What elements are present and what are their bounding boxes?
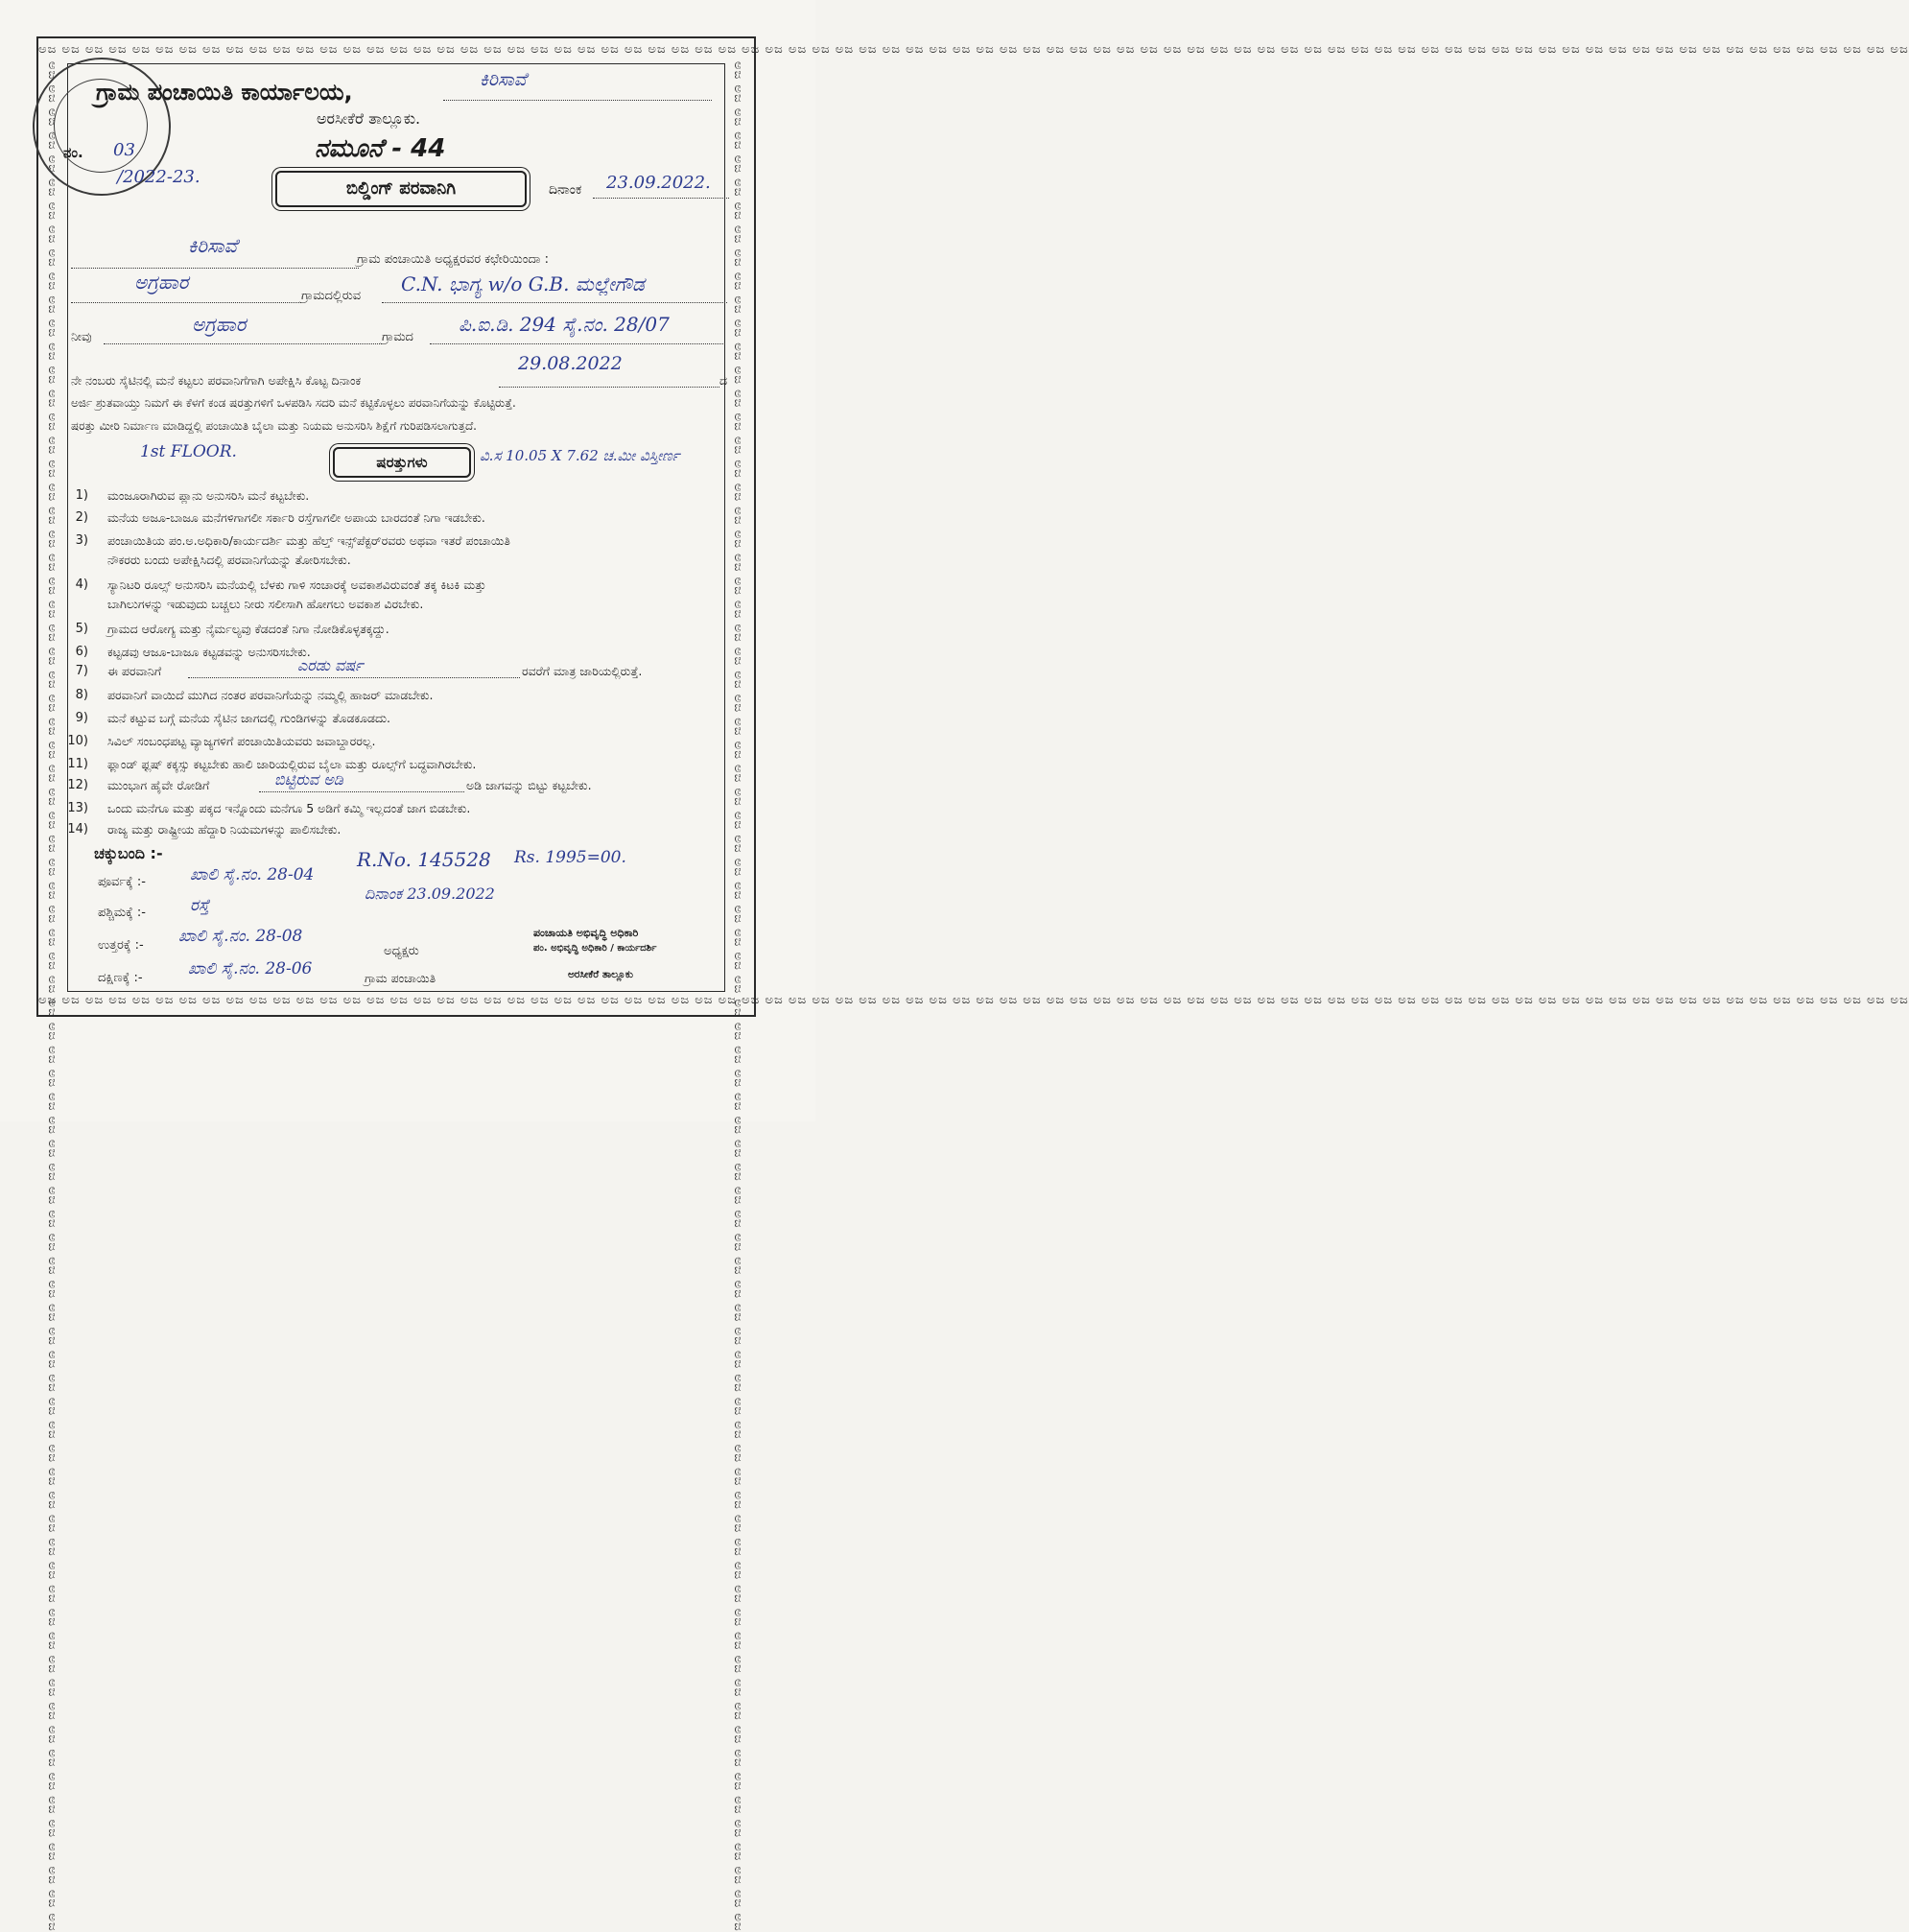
condition-number: 8) <box>75 688 88 702</box>
paragraph-line-2: ಅರ್ಜಿ ಶ್ರುತವಾಯ್ತು ನಿಮಗೆ ಈ ಕೆಳಗೆ ಕಂಡ ಷರತ್ತುಗಳಿಗೆ ಒಳಪಡಿಸಿ ಸದರಿ ಮನೆ ಕಟ್ಟಿಕೊಳ್ಳಲು ಪರವಾನಿಗೆಯನ್ನು ಕೊಟ್ಟಿರುತ್ತೆ. <box>71 396 516 410</box>
condition-text: ಗ್ರಾಮದ ಆರೋಗ್ಯ ಮತ್ತು ನೈರ್ಮಲ್ಯವು ಕೆಡದಂತೆ ನಿಗಾ ನೋಡಿಕೊಳ್ಳತಕ್ಕದ್ದು. <box>107 622 389 636</box>
condition-text: ಸಿವಿಲ್ ಸಂಬಂಧಪಟ್ಟ ವ್ಯಾಜ್ಯಗಳಿಗೆ ಪಂಚಾಯಿತಿಯವರು ಜವಾಬ್ದಾರರಲ್ಲ. <box>107 734 376 748</box>
pdo-seal-line-1: ಪಂಚಾಯತಿ ಅಭಿವೃದ್ಧಿ ಅಧಿಕಾರಿ <box>533 927 639 939</box>
paragraph-line-1-end: ದ <box>719 373 728 388</box>
office-village-dots <box>443 100 712 101</box>
condition-number: 13) <box>67 801 88 815</box>
south-label: ದಕ್ಷಿಣಕ್ಕೆ :- <box>98 971 143 985</box>
condition-number: 4) <box>75 577 88 592</box>
pdo-seal-line-2: ಪಂ. ಅಭಿವೃದ್ಧಿ ಅಧಿಕಾರಿ / ಕಾರ್ಯದರ್ಶಿ <box>533 943 657 954</box>
condition-number: 1) <box>75 488 88 503</box>
condition-number: 5) <box>75 622 88 636</box>
condition-text: ಬಾಗಿಲುಗಳನ್ನು ಇಡುವುದು ಬಚ್ಚಲು ನೀರು ಸಲೀಸಾಗಿ ಹೋಗಲು ಅವಕಾಶ ವಿರಬೇಕು. <box>107 597 424 611</box>
condition-text-end: ಅಡಿ ಜಾಗವನ್ನು ಬಿಟ್ಟು ಕಟ್ಟಬೇಕು. <box>466 778 592 792</box>
border-band-top: ಅಜ ಅಜ ಅಜ ಅಜ ಅಜ ಅಜ ಅಜ ಅಜ ಅಜ ಅಜ ಅಜ ಅಜ ಅಜ ಅಜ ಅಜ ಅಜ ಅಜ ಅಜ ಅಜ ಅಜ ಅಜ ಅಜ ಅಜ ಅಜ ಅಜ ಅಜ ಅಜ ಅಜ ಅಜ ಅಜ ಅಜ ಅಜ ಅಜ ಅಜ ಅಜ ಅಜ ಅಜ ಅಜ ಅಜ ಅಜ ಅಜ ಅಜ ಅಜ ಅಜ ಅಜ ಅಜ ಅಜ ಅಜ ಅಜ ಅಜ ಅಜ ಅಜ ಅಜ ಅಜ ಅಜ ಅಜ ಅಜ ಅಜ ಅಜ ಅಜ ಅಜ ಅಜ ಅಜ ಅಜ ಅಜ ಅಜ ಅಜ ಅಜ ಅಜ ಅಜ ಅಜ ಅಜ ಅಜ ಅಜ ಅಜ ಅಜ ಅಜ ಅಜ ಅಜ ಅಜ <box>38 42 1909 57</box>
date-value: 23.09.2022. <box>606 173 711 193</box>
paragraph-line-1: ನೇ ನಂಬರು ಸೈಟಿನಲ್ಲಿ ಮನೆ ಕಟ್ಟಲು ಪರವಾನಿಗೆಗಾಗಿ ಅಪೇಕ್ಷಿಸಿ ಕೊಟ್ಟ ದಿನಾಂಕ <box>71 373 362 388</box>
permit-title-box <box>275 171 527 207</box>
panchayat-suffix: ಗ್ರಾಮ ಪಂಚಾಯಿತಿ ಅಧ್ಯಕ್ಷರವರ ಕಛೇರಿಯಿಂದಾ : <box>357 252 549 267</box>
condition-number: 7) <box>75 664 88 678</box>
floor-hand: 1st FLOOR. <box>140 442 237 461</box>
form-no-year: /2022-23. <box>117 167 200 187</box>
application-date-hand: 29.08.2022 <box>518 353 623 374</box>
date-dots <box>593 198 729 199</box>
condition-text: ಒಂದು ಮನೆಗೂ ಮತ್ತು ಪಕ್ಕದ ಇನ್ನೊಂದು ಮನೆಗೂ 5 ಅಡಿಗೆ ಕಮ್ಮಿ ಇಲ್ಲದಂತೆ ಜಾಗ ಬಿಡಬೇಕು. <box>107 801 471 815</box>
permit-title: ಬಿಲ್ಡಿಂಗ್ ಪರವಾನಿಗಿ <box>345 178 457 199</box>
boundaries-heading: ಚಕ್ಕುಬಂದಿ :- <box>94 844 163 862</box>
condition-text: ಮನೆ ಕಟ್ಟುವ ಬಗ್ಗೆ ಮನೆಯ ಸೈಟಿನ ಜಾಗದಲ್ಲಿ ಗುಂಡಿಗಳನ್ನು ತೊಡಕೂಡದು. <box>107 711 391 725</box>
border-band-bottom: ಅಜ ಅಜ ಅಜ ಅಜ ಅಜ ಅಜ ಅಜ ಅಜ ಅಜ ಅಜ ಅಜ ಅಜ ಅಜ ಅಜ ಅಜ ಅಜ ಅಜ ಅಜ ಅಜ ಅಜ ಅಜ ಅಜ ಅಜ ಅಜ ಅಜ ಅಜ ಅಜ ಅಜ ಅಜ ಅಜ ಅಜ ಅಜ ಅಜ ಅಜ ಅಜ ಅಜ ಅಜ ಅಜ ಅಜ ಅಜ ಅಜ ಅಜ ಅಜ ಅಜ ಅಜ ಅಜ ಅಜ ಅಜ ಅಜ ಅಜ ಅಜ ಅಜ ಅಜ ಅಜ ಅಜ ಅಜ ಅಜ ಅಜ ಅಜ ಅಜ ಅಜ ಅಜ ಅಜ ಅಜ ಅಜ ಅಜ ಅಜ ಅಜ ಅಜ ಅಜ ಅಜ ಅಜ ಅಜ ಅಜ ಅಜ ಅಜ ಅಜ ಅಜ ಅಜ ಅಜ <box>38 993 1909 1007</box>
office-village-hand: ಕಿರಿಸಾವೆ <box>480 69 527 90</box>
paragraph-line-3: ಷರತ್ತು ಮೀರಿ ನಿರ್ಮಾಣ ಮಾಡಿದ್ದಲ್ಲಿ ಪಂಚಾಯಿತಿ ಬೈಲಾ ಮತ್ತು ನಿಯಮ ಅನುಸರಿಸಿ ಶಿಕ್ಷೆಗೆ ಗುರಿಪಡಿಸಲಾಗುತ್ತದೆ. <box>71 419 477 433</box>
form-no-label: ನಂ. <box>63 144 83 161</box>
property-dots <box>430 343 725 344</box>
village-hand: ಅಗ್ರಹಾರ <box>134 271 189 294</box>
owner-hand: C.N. ಭಾಗ್ಯ w/o G.B. ಮಲ್ಲೇಗೌಡ <box>401 272 645 295</box>
date-label: ದಿನಾಂಕ <box>549 182 582 198</box>
east-hand: ಖಾಲಿ ಸೈ.ನಂ. 28-04 <box>190 865 315 884</box>
you-label: ನೀವು <box>71 330 92 344</box>
office-title: ಗ್ರಾಮ ಪಂಚಾಯಿತಿ ಕಾರ್ಯಾಲಯ, <box>96 79 353 106</box>
president-label: ಅಧ್ಯಕ್ಷರು <box>384 944 419 958</box>
border-band-right: ಅಜ ಅಜ ಅಜ ಅಜ ಅಜ ಅಜ ಅಜ ಅಜ ಅಜ ಅಜ ಅಜ ಅಜ ಅಜ ಅಜ ಅಜ ಅಜ ಅಜ ಅಜ ಅಜ ಅಜ ಅಜ ಅಜ ಅಜ ಅಜ ಅಜ ಅಜ ಅಜ ಅಜ ಅಜ ಅಜ ಅಜ ಅಜ ಅಜ ಅಜ ಅಜ ಅಜ ಅಜ ಅಜ ಅಜ ಅಜ ಅಜ ಅಜ ಅಜ ಅಜ ಅಜ ಅಜ ಅಜ ಅಜ ಅಜ ಅಜ ಅಜ ಅಜ ಅಜ ಅಜ ಅಜ ಅಜ ಅಜ ಅಜ ಅಜ ಅಜ ಅಜ ಅಜ ಅಜ ಅಜ ಅಜ ಅಜ ಅಜ ಅಜ ಅಜ ಅಜ ಅಜ ಅಜ ಅಜ ಅಜ ಅಜ ಅಜ ಅಜ ಅಜ ಅಜ ಅಜ <box>731 61 745 1932</box>
condition-text: ಸ್ಯಾನಿಟರಿ ರೂಲ್ಸ್ ಅನುಸರಿಸಿ ಮನೆಯಲ್ಲಿ ಬೆಳಕು ಗಾಳಿ ಸಂಚಾರಕ್ಕೆ ಅವಕಾಶವಿರುವಂತೆ ತಕ್ಕ ಕಿಟಕಿ ಮತ್ತು <box>107 577 486 592</box>
condition-text: ಮುಂಭಾಗ ಹೈವೇ ರೋಡಿಗೆ <box>107 778 210 792</box>
condition-number: 9) <box>75 711 88 725</box>
conditions-heading: ಷರತ್ತುಗಳು <box>376 454 428 471</box>
condition-fill-hand: ಬಿಟ್ಟಿರುವ ಅಡಿ <box>274 770 343 789</box>
condition-fill-hand: ಎರಡು ವರ್ಷ <box>297 656 364 674</box>
form-number: ನಮೂನೆ - 44 <box>315 134 446 163</box>
village2-hand: ಅಗ್ರಹಾರ <box>192 313 247 336</box>
condition-fill-dots <box>259 791 464 792</box>
property-hand: ಪಿ.ಐ.ಡಿ. 294 ಸೈ.ನಂ. 28/07 <box>459 313 670 336</box>
condition-text: ರಾಜ್ಯ ಮತ್ತು ರಾಷ್ಟ್ರೀಯ ಹೆದ್ದಾರಿ ನಿಯಮಗಳನ್ನು ಪಾಲಿಸಬೇಕು. <box>107 822 342 836</box>
application-date-dots <box>499 387 719 388</box>
receipt-date: ದಿನಾಂಕ 23.09.2022 <box>365 884 495 903</box>
condition-number: 11) <box>67 757 88 771</box>
owner-dots <box>382 302 727 303</box>
condition-text: ಮನೆಯ ಅಜೂ-ಬಾಜೂ ಮನೆಗಳಿಗಾಗಲೀ ಸರ್ಕಾರಿ ರಸ್ತೆಗಾಗಲೀ ಅಪಾಯ ಬಾರದಂತೆ ನಿಗಾ ಇಡಬೇಕು. <box>107 510 485 525</box>
taluk: ಅರಸೀಕೆರೆ ತಾಲ್ಲೂಕು. <box>317 109 421 128</box>
village2-suffix: ಗ್ರಾಮದ <box>382 330 413 344</box>
receipt-number: R.No. 145528 <box>357 848 491 871</box>
west-hand: ರಸ್ತೆ <box>190 896 210 915</box>
condition-number: 14) <box>67 822 88 836</box>
panchayat-hand: ಕಿರಿಸಾವೆ <box>188 234 238 257</box>
condition-text: ಪರವಾನಿಗೆ ವಾಯಿದೆ ಮುಗಿದ ನಂತರ ಪರವಾನಿಗೆಯನ್ನು ನಮ್ಮಲ್ಲಿ ಹಾಜರ್ ಮಾಡಬೇಕು. <box>107 688 434 702</box>
panchayat-label: ಗ್ರಾಮ ಪಂಚಾಯಿತಿ <box>365 971 436 985</box>
village-dots <box>71 302 301 303</box>
dimensions-hand: ವಿ.ಸ 10.05 X 7.62 ಚ.ಮೀ ವಿಸ್ತೀರ್ಣ <box>480 447 680 464</box>
condition-text: ಈ ಪರವಾನಿಗೆ <box>107 664 162 678</box>
condition-number: 3) <box>75 533 88 548</box>
condition-fill-dots <box>188 677 520 678</box>
west-label: ಪಶ್ಚಿಮಕ್ಕೆ :- <box>98 906 146 920</box>
pdo-seal-line-3: ಅರಸೀಕೆರೆ ತಾಲ್ಲೂಕು <box>568 969 633 980</box>
east-label: ಪೂರ್ವಕ್ಕೆ :- <box>98 875 146 889</box>
border-band-left: ಅಜ ಅಜ ಅಜ ಅಜ ಅಜ ಅಜ ಅಜ ಅಜ ಅಜ ಅಜ ಅಜ ಅಜ ಅಜ ಅಜ ಅಜ ಅಜ ಅಜ ಅಜ ಅಜ ಅಜ ಅಜ ಅಜ ಅಜ ಅಜ ಅಜ ಅಜ ಅಜ ಅಜ ಅಜ ಅಜ ಅಜ ಅಜ ಅಜ ಅಜ ಅಜ ಅಜ ಅಜ ಅಜ ಅಜ ಅಜ ಅಜ ಅಜ ಅಜ ಅಜ ಅಜ ಅಜ ಅಜ ಅಜ ಅಜ ಅಜ ಅಜ ಅಜ ಅಜ ಅಜ ಅಜ ಅಜ ಅಜ ಅಜ ಅಜ ಅಜ ಅಜ ಅಜ ಅಜ ಅಜ ಅಜ ಅಜ ಅಜ ಅಜ ಅಜ ಅಜ ಅಜ ಅಜ ಅಜ ಅಜ ಅಜ ಅಜ ಅಜ ಅಜ ಅಜ ಅಜ <box>45 61 59 1932</box>
panchayat-dots <box>71 268 359 269</box>
condition-text: ಕಟ್ಟಡವು ಆಜೂ-ಬಾಜೂ ಕಟ್ಟಡವನ್ನು ಅನುಸರಿಸಬೇಕು. <box>107 645 311 659</box>
condition-text-end: ರವರೆಗೆ ಮಾತ್ರ ಜಾರಿಯಲ್ಲಿರುತ್ತೆ. <box>522 664 643 678</box>
condition-number: 12) <box>67 778 88 792</box>
north-hand: ಖಾಲಿ ಸೈ.ನಂ. 28-08 <box>178 927 303 946</box>
condition-number: 10) <box>67 734 88 748</box>
village-suffix: ಗ್ರಾಮದಲ್ಲಿರುವ <box>301 289 362 303</box>
form-no-value: 03 <box>113 140 135 160</box>
village2-dots <box>104 343 382 344</box>
conditions-heading-box <box>333 447 471 478</box>
condition-text: ನೌಕರರು ಬಂದು ಅಪೇಕ್ಷಿಸಿದಲ್ಲಿ ಪರವಾನಿಗೆಯನ್ನು ತೋರಿಸಬೇಕು. <box>107 553 351 567</box>
condition-number: 6) <box>75 645 88 659</box>
condition-text: ಪಂಚಾಯಿತಿಯ ಪಂ.ಅ.ಅಧಿಕಾರಿ/ಕಾರ್ಯದರ್ಶಿ ಮತ್ತು ಹೆಲ್ತ್ ಇನ್ಸ್‌ಪೆಕ್ಟರ್‌ರವರು ಅಥವಾ ಇತರೆ ಪಂಚಾಯಿತಿ <box>107 533 510 548</box>
condition-text: ಮಂಜೂರಾಗಿರುವ ಪ್ಲಾನು ಅನುಸರಿಸಿ ಮನೆ ಕಟ್ಟಬೇಕು. <box>107 488 310 503</box>
condition-text: ಫ್ಲಾಂಡ್ ಫ್ಲಷ್ ಕಕ್ಕಸ್ಸು ಕಟ್ಟಬೇಕು ಹಾಲಿ ಜಾರಿಯಲ್ಲಿರುವ ಬೈಲಾ ಮತ್ತು ರೂಲ್ಸ್‌ಗೆ ಬದ್ಧವಾಗಿರಬೇಕು. <box>107 757 477 771</box>
receipt-amount: Rs. 1995=00. <box>514 848 626 867</box>
north-label: ಉತ್ತರಕ್ಕೆ :- <box>98 938 144 953</box>
south-hand: ಖಾಲಿ ಸೈ.ನಂ. 28-06 <box>188 959 313 978</box>
condition-number: 2) <box>75 510 88 525</box>
